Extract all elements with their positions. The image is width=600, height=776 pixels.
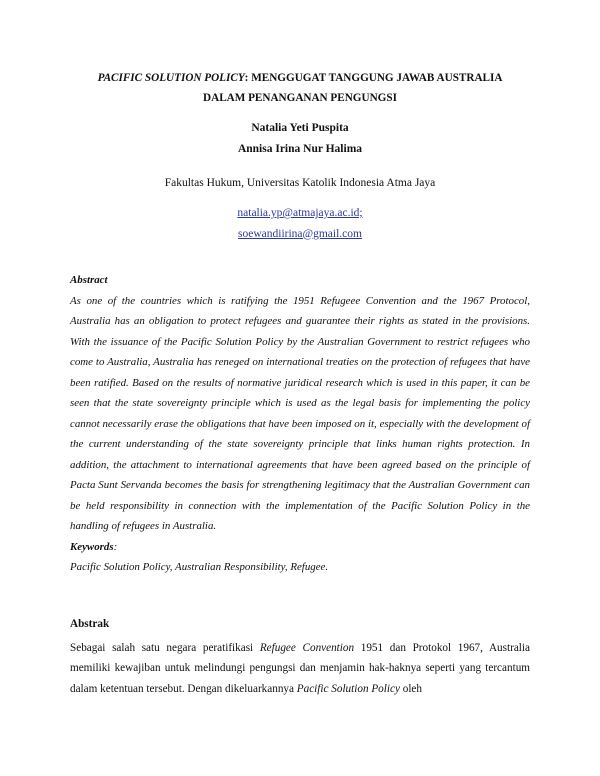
author-name: Annisa Irina Nur Halima <box>237 143 363 155</box>
abstrak-text: Sebagai salah satu negara peratifikasi <box>70 641 260 654</box>
email-link[interactable]: natalia.yp@atmajaya.ac.id; <box>237 207 363 219</box>
paper-title <box>60 68 540 108</box>
abstrak-text: oleh <box>399 682 422 695</box>
abstrak-italic: Pacific Solution Policy <box>296 682 400 695</box>
author-name: Natalia Yeti Puspita <box>251 122 349 134</box>
abstract-body: As one of the countries which is ratifying the 1951 Refugeee Convention and the 1967 Protocol, Australia has an obligation to protect refugees and guarantee their rights as stated in the provisions. With the issuance of the Pacific Solution Policy by the Australian Government to restrict refugees who come to Australia, Australia has reneged on international treaties on the protection of refugees that have been ratified. Based on the results of normative juridical research which is used in this paper, it can be seen that the state sovereignty principle which is used as the legal basis for implementing the policy cannot necessarily erase the obligations that have been imposed on it, especially with the development of the current understanding of the state sovereignty principle that links human rights protection. In addition, the attachment to international agreements that have been agreed based on the principle of Pacta Sunt Servanda becomes the basis for strengthening legitimacy that the Australian Government can be held responsibility in connection with the implementation of the Pacific Solution Policy in the handling of refugees in Australia. <box>70 294 530 532</box>
keywords-colon: : <box>113 540 118 553</box>
affiliation: Fakultas Hukum, Universitas Katolik Indonesia Atma Jaya <box>164 177 436 189</box>
abstrak-heading: Abstrak <box>70 618 110 630</box>
abstrak-section <box>70 614 530 699</box>
abstract-section <box>70 270 530 578</box>
abstrak-text: 1951 dan Protokol 1967, Australia memiliki kewajiban untuk melindungi pengungsi dan menjamin hak-haknya seperti yang tercantum dalam ketentuan tersebut. Dengan dikeluarkannya <box>70 641 530 695</box>
title-rest: : MENGGUGAT TANGGUNG JAWAB AUSTRALIA <box>244 72 503 84</box>
email-list <box>60 203 540 244</box>
keywords-line <box>70 537 530 558</box>
abstrak-italic: Refugee Convention <box>259 641 355 654</box>
title-line-2: DALAM PENANGANAN PENGUNGSI <box>203 92 397 104</box>
abstract-heading: Abstract <box>70 274 108 286</box>
abstrak-body <box>70 638 530 700</box>
email-link[interactable]: soewandiirina@gmail.com <box>238 227 362 240</box>
keywords-text: Pacific Solution Policy, Australian Responsibility, Refugee. <box>70 561 329 573</box>
title-line-1 <box>60 68 540 88</box>
title-italic-part: PACIFIC SOLUTION POLICY <box>97 72 245 84</box>
keywords-label: Keywords <box>70 540 114 553</box>
author-list <box>60 118 540 160</box>
